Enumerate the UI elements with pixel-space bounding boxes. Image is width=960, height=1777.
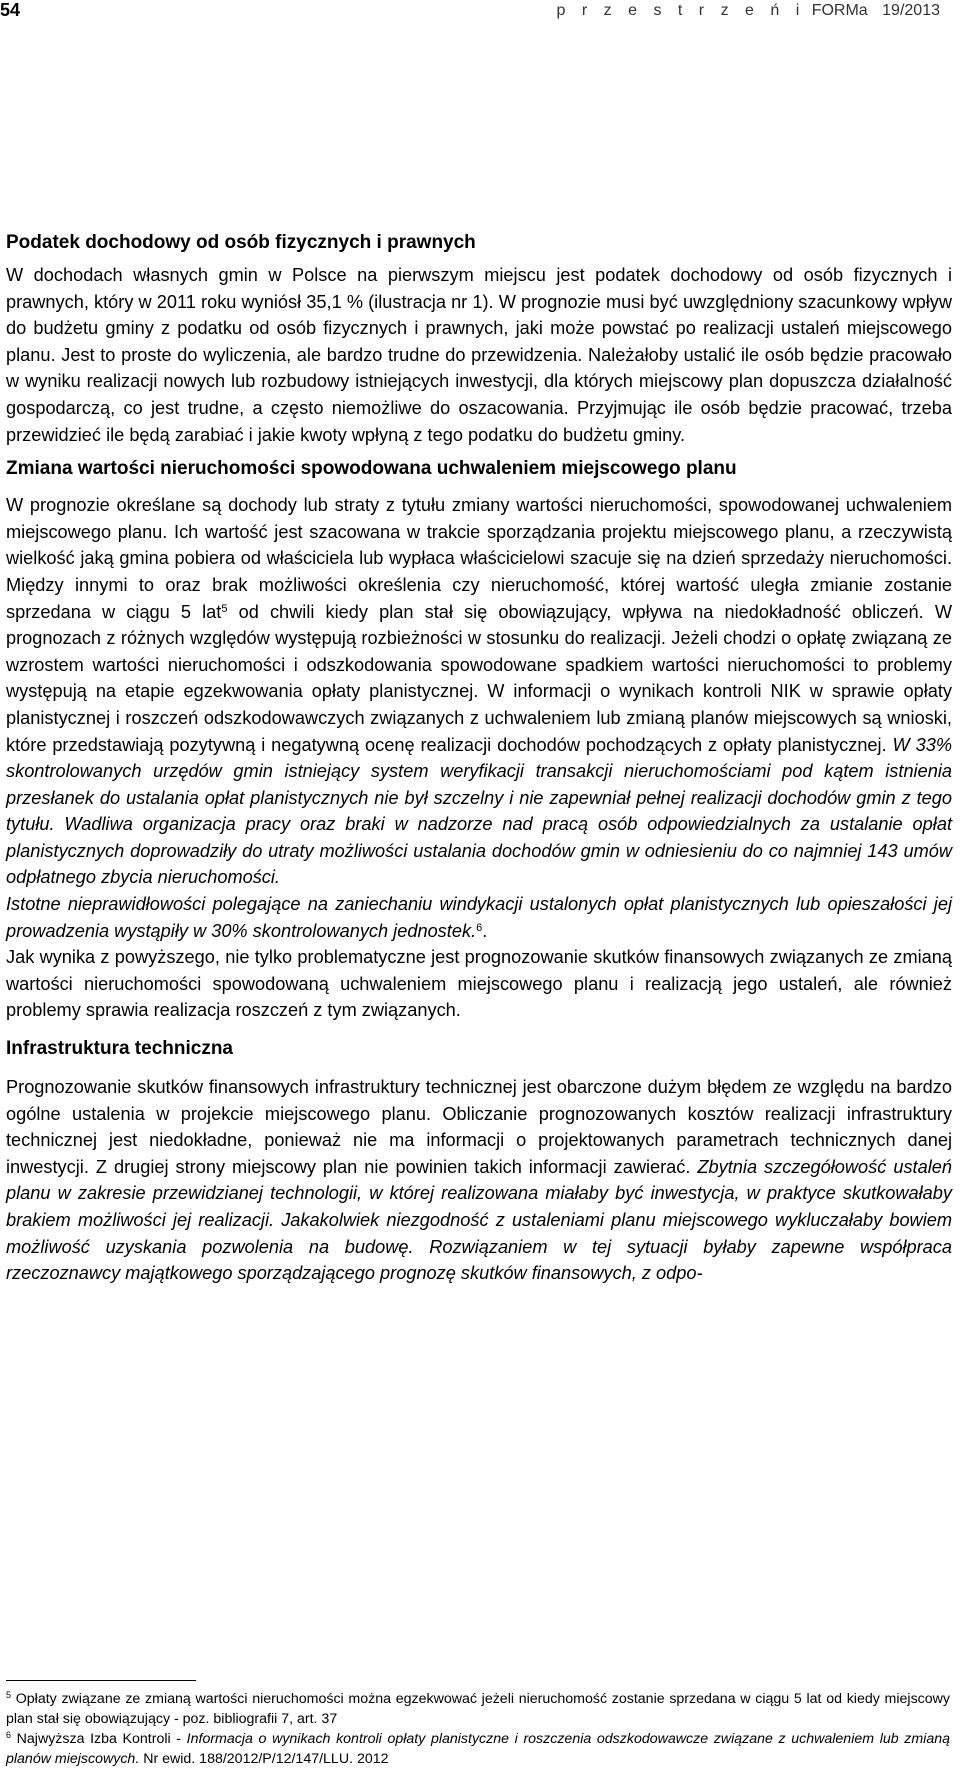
paragraph: [6, 891, 952, 944]
journal-issue: 19/2013: [882, 2, 940, 19]
footnotes: [6, 1680, 950, 1769]
section-income-tax: [6, 230, 952, 448]
quote-text: W 33% skontrolowanych urzędów gmin istniejący system weryfikacji transakcji nieruchomościami pod kątem istnienia przesłanek do ustalania opłat planistycznych nie był szczelny i nie zapewniał pełnej realizacji dochodów gmin z tego tytułu. Wadliwa organizacja pracy oraz braki w nadzorze nad pracą osób odpowiedzialnych za ustalanie opłat planistycznych doprowadziły do utraty możliwości ustalania dochodów gmin w odniesieniu do co najmniej 143 umów odpłatnego zbycia nieruchomości.: [6, 734, 952, 888]
quote-text: Zbytnia szczegółowość ustaleń planu w zakresie przewidzianej technologii, w której realizowana miałaby być inwestycja, w praktyce skutkowałaby brakiem możliwości jej realizacji. Jakakolwiek niezgodność z ustaleniami planu miejscowego wykluczałaby bowiem możliwość uzyskania pozwolenia na budowę. Rozwiązaniem w tej sytuacji byłaby zapewne współpraca rzeczoznawcy majątkowego sporządzającego prognozę skutków finansowych, z odpo-: [6, 1156, 952, 1284]
page-header: [0, 0, 950, 30]
footnote-text: Nr ewid. 188/2012/P/12/147/LLU. 2012: [139, 1751, 389, 1767]
section-property-value: [6, 456, 952, 1024]
footnote-source-title: Informacja o wynikach kontroli opłaty planistyczne i roszczenia odszkodowawcze związane z uchwaleniem lub zmianą planów miejscowych.: [6, 1731, 951, 1767]
section-heading-property-value: Zmiana wartości nieruchomości spowodowana uchwaleniem miejscowego planu: [6, 458, 737, 480]
quote-text: Istotne nieprawidłowości polegające na zaniechaniu windykacji ustalonych opłat planistycznych lub opieszałości jej prowadzenia wystąpiły w 30% skontrolowanych jednostek.: [6, 894, 952, 941]
footnote-ref-6[interactable]: 6: [476, 921, 483, 934]
text-run: W prognozie określane są dochody lub straty z tytułu zmiany wartości nieruchomości, spowodowanej uchwaleniem miejscowego planu. Ich wartość jest szacowana w trakcie sporządzania projektu miejscowego planu, a rzeczywistą wielkość jaką gmina pobiera od właściciela lub wypłaca właścicielowi szacuje się na dzień sprzedaży nieruchomości. Między innymi to oraz brak możliwości określenia czy nieruchomość, której wartość uległa zmianie zostanie sprzedana w ciągu 5 lat: [6, 495, 952, 622]
journal-name: p r z e s t r z e ń i: [556, 2, 806, 19]
footnote-text: Najwyższa Izba Kontroli -: [11, 1731, 187, 1747]
text-run: Prognozowanie skutków finansowych infrastruktury technicznej jest obarczone dużym błędem ze względu na bardzo ogólne ustalenia w projekcie miejscowego planu. Obliczanie prognozowanych kosztów realizacji infrastruktury technicznej jest niedokładne, ponieważ nie ma informacji o projektowanych parametrach technicznych danej inwestycji. Z drugiej strony miejscowy plan nie powinien takich informacji zawierać.: [6, 1077, 952, 1177]
section-infrastructure: [6, 1036, 952, 1287]
paragraph: [6, 492, 952, 891]
footnote-text: Opłaty związane ze zmianą wartości nieruchomości można egzekwować jeżeli nieruchomość zostanie sprzedana w ciągu 5 lat od kiedy miejscowy plan stał się obowiązujący - poz. bibliografii 7, art. 37: [6, 1691, 950, 1727]
section-heading-income-tax: Podatek dochodowy od osób fizycznych i prawnych: [6, 232, 476, 253]
paragraph: Jak wynika z powyższego, nie tylko problematyczne jest prognozowanie skutków finansowych związanych ze zmianą wartości nieruchomości spowodowaną uchwaleniem miejscowego planu i realizacją jego ustaleń, ale również problemy sprawia realizacja roszczeń z tym związanych.: [6, 947, 952, 1021]
section-heading-infrastructure: Infrastruktura techniczna: [6, 1038, 233, 1060]
footnote-number: 5: [6, 1690, 12, 1700]
text-run: od chwili kiedy plan stał się obowiązujący, wpływa na niedokładność obliczeń. W prognozach z różnych względów występują rozbieżności w stosunku do realizacji. Jeżeli chodzi o opłatę związaną ze wzrostem wartości nieruchomości i odszkodowania spowodowane spadkiem wartości nieruchomości to problemy występują na etapie egzekwowania opłaty planistycznej. W informacji o wynikach kontroli NIK w sprawie opłaty planistycznej i roszczeń odszkodowawczych związanych z uchwaleniem lub zmianą planów miejscowych są wnioski, które przedstawiają pozytywną i negatywną ocenę realizacji dochodów pochodzących z opłaty planistycznej.: [6, 601, 952, 755]
footnote-number: 6: [6, 1730, 12, 1740]
journal-title: [557, 2, 940, 20]
footnote-ref-5[interactable]: 5: [221, 602, 228, 615]
footnote-divider: [6, 1680, 196, 1681]
article-body: [6, 230, 952, 1295]
footnote-5: [6, 1689, 950, 1729]
page-number: 54: [0, 0, 21, 20]
footnote-6: [6, 1729, 950, 1769]
journal-forma: FORMa: [811, 2, 868, 19]
paragraph: W dochodach własnych gmin w Polsce na pierwszym miejscu jest podatek dochodowy od osób fizycznych i prawnych, który w 2011 roku wyniósł 35,1 % (ilustracja nr 1). W prognozie musi być uwzględniony szacunkowy wpływ do budżetu gminy z podatku od osób fizycznych i prawnych, jaki może powstać po realizacji ustaleń miejscowego planu. Jest to proste do wyliczenia, ale bardzo trudne do przewidzenia. Należałoby ustalić ile osób będzie pracowało w wyniku realizacji nowych lub rozbudowy istniejących inwestycji, dla których miejscowy plan dopuszcza działalność gospodarczą, co jest trudne, a często niemożliwe do oszacowania. Przyjmując ile osób będzie pracować, trzeba przewidzieć ile będą zarabiać i jakie kwoty wpłyną z tego podatku do budżetu gminy.: [6, 265, 952, 445]
text-run: .: [482, 920, 488, 941]
paragraph: [6, 1074, 952, 1287]
